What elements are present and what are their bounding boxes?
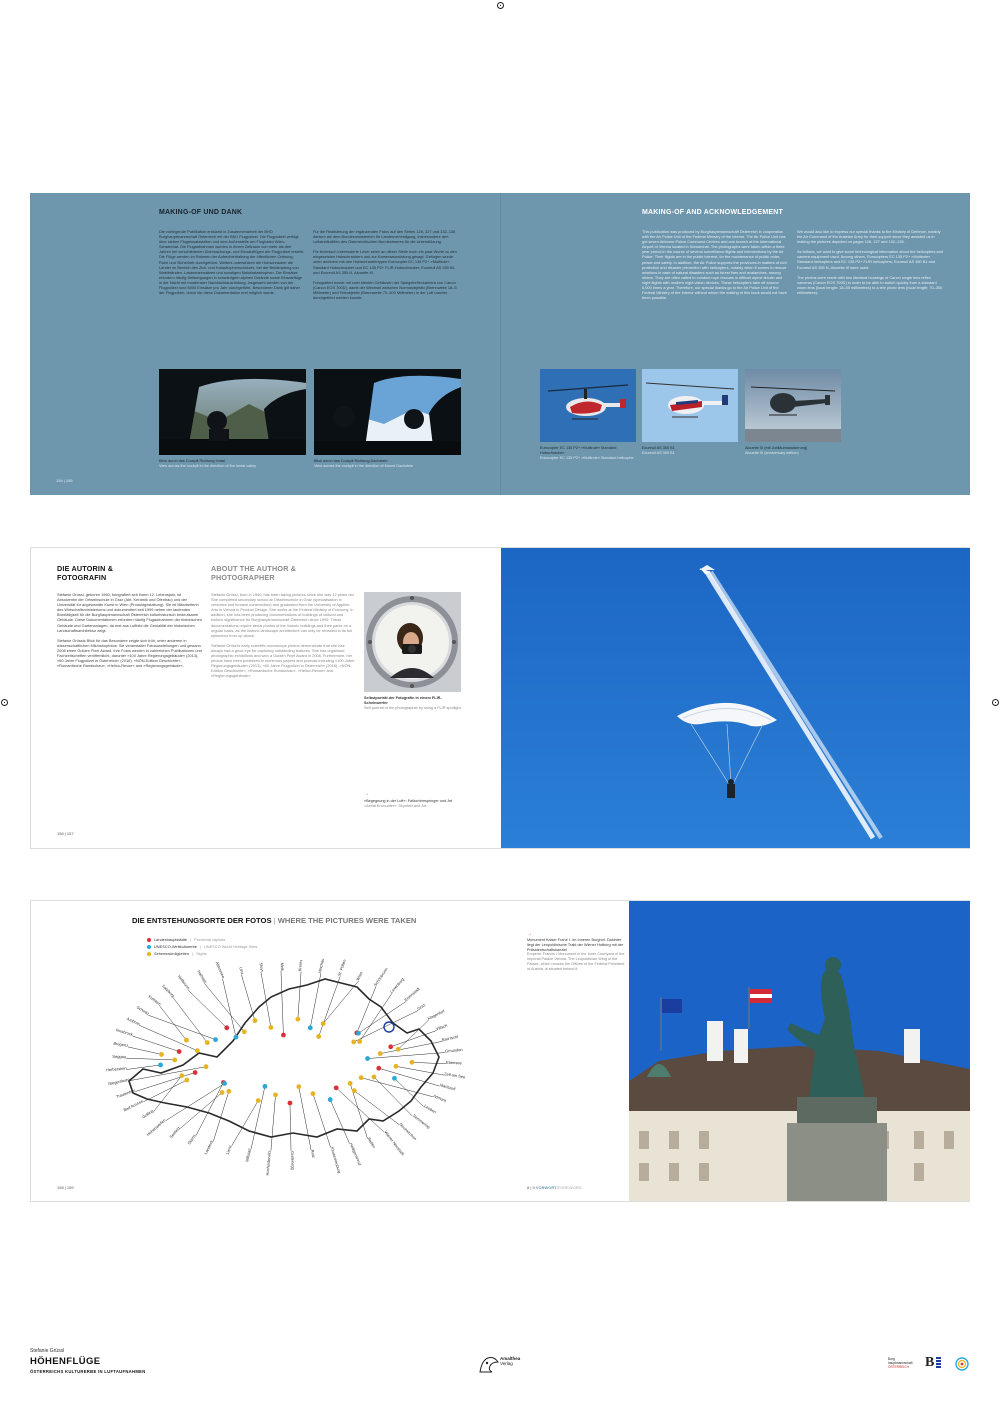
map-marker [357,1039,362,1044]
map-place-label: Steyr [258,962,265,973]
leader-line [128,1047,162,1055]
leader-line [126,1058,175,1060]
registration-mark-right [992,699,999,706]
yellow-dot-icon [147,952,151,956]
map-marker [224,1025,229,1030]
text-col-de-1: Die vorliegende Publikation entstand in Zusammenarbeit der BHÖ Burghauptmannschaft Österreich mit der BM.I Flugpolizei. Die Flugpolizei verfügt über sieben Flugeinsatzstellen und eine Außenstelle am Flughafen Wien-Schwechat. Die Flugaufnahmen wurden in einem Zeitraum von mehr als drei Jahren bei verschiedenen Überwachungs- und Einsatzflügen der Flugpolizei erstellt. Die Flüge werden im Rahmen der Aufrechterhaltung der öffentlichen Ordnung, Ruhe und Sicherheit durchgeführt. Weiters unterstützen die Hubschrauber die Länder im Bereich des Zivil- und Katastrophenschutzes, bei der Bekämpfung von Waldbränden, Lawineneinsätzen und sonstigen Naturkatastrophen. Die Einsätze erfordern häufig Seilbergungen in schwierigem alpinen Gelände sowie Einsatzflüge in der Nacht mit modernster Nachtsichtausrüstung. Insgesamt werden von der Flugpolizei rund 5000 Einsätze pro Jahr durchgeführt. Besonderer Dank gilt daher der Flugpolizei, durch die diese Dokumentation erst möglich wurde. [159,229,304,296]
map-place-label: Golling [141,1108,155,1120]
leader-line [205,984,245,1032]
map-place-label: Salzburg [160,983,176,999]
map-place-label: Riegersburg [107,1076,131,1087]
map-place-label: Eisenstadt [403,986,421,1003]
map-place-label: Schönbrunn [372,966,389,988]
map-place-label: Grafenegg [290,1150,296,1170]
map-marker [388,1044,393,1049]
caption-cockpit-inntal: Blick durch das Cockpit Richtung Inntal View across the cockpit in the direction of the Inntal valley [159,459,257,468]
map-place-label: Zell am See [443,1071,466,1080]
map-marker [372,1075,377,1080]
heading-author-en: ABOUT THE AUTHOR & PHOTOGRAPHER [211,564,297,582]
legend-sights: Sehenswürdigkeiten | Sights [147,951,207,956]
photo-self-portrait [364,592,461,692]
map-marker [213,1037,218,1042]
cyan-dot-icon [147,945,151,949]
leader-line [148,1015,215,1039]
map-place-label: Retz [310,1149,317,1159]
map-marker [328,1097,333,1102]
map-place-label: Hallstatt [196,969,208,985]
amalthea-logo-icon [478,1354,500,1374]
book-subtitle: ÖSTERREICHS KULTURERBE IN LUFTAUFNAHMEN [30,1369,146,1374]
page-number-right: 8 | 9 VORWORT|FOREWORD [527,1185,582,1190]
leader-line [160,1006,187,1040]
map-place-label: Leoben [423,1103,438,1115]
map-place-label: Wien [355,970,364,982]
map-place-label: Ambras [126,1016,141,1027]
map-place-label: Wachau [316,958,326,974]
map-marker [184,1078,189,1083]
map-place-label: Baden [366,1136,377,1149]
map-marker [308,1025,313,1030]
map-place-label: Landeck [202,1139,215,1156]
map-marker [179,1073,184,1078]
bhoe-logo-icon: B [925,1355,935,1370]
legend-unesco: UNESCO-Weltkulturerbe | UNESCO World Heritage Sites [147,944,257,949]
map-place-label: Admont [432,1093,448,1104]
map-marker [273,1092,278,1097]
legend-capitals: Landeshauptstädte | Provincial capitals [147,937,225,942]
text-col-de-2: Für die Realisierung der ergänzenden Fotos auf den Seiten 126, 127 und 132–135 danken wir dem Bundesministerium für Landesverteidigung, insbesondere den Luftstreitkräften des Österreichischen Bundesheeres für die Unterstützung. Für technisch Interessierte Leser seien an dieser Stelle noch ein paar Worte zu den eingesetzten Hubschraubern und zur Kameraausrüstung gesagt. Geflogen wurde unter anderem mit den Hubschraubertypen Eurocopter EC 135 P2+ »Multirole« Standard Hubschrauber und EC 135 P2+ FLIR-Hubschrauber, Ecureuil AS 350 B1 und Ecureuil AS 355 N, Alouette III. Fotografiert wurde mit zwei identen Gehäusen der Spiegelreflexkamera von Canon (Canon EOS 700D), damit der Wechsel zwischen Normalobjektiv (Brennweite 18–5 Millimeter) und Teleobjektiv (Brennweite 70–300 Millimeter) in der Luft rascher durchgeführt werden konnte. [313,229,457,301]
heading-making-of-de: MAKING-OF UND DANK [159,209,243,216]
heading-author-de: DIE AUTORIN & FOTOGRAFIN [57,564,114,582]
map-place-label: Schwaz [135,1004,151,1017]
map-marker [321,1021,326,1026]
map-marker [234,1035,239,1040]
text-col-en-2: We would also like to express our special thanks to the Ministry of Defence, notably the Air Command of the Austrian Army for their support since they assisted us in making the pictures depicted on pages 126, 127 and 132–135. As follows, we want to give some technological information about the helicopters and camera equipment used. Among others, Eurocopters EC 135 P2+ »Multirole« Standard helicopters and EC 135 P2+ FLIR helicopters, Ecureuil AS 350 B1 and Ecureuil AS 355 N, Alouette III were used. The photos were made with two identical housings of Canon single lens reflex cameras (Canon EOS 700D) in order to be able to switch quickly from a standard zoom lens (focal length: 18–55 millimetres) to a tele photo lens (focal length: 70–300 millimetres). [797,229,943,295]
map-marker [410,1060,415,1065]
map-marker [256,1098,261,1103]
map-marker [351,1039,356,1044]
leader-line [173,997,207,1042]
spread-author [30,547,970,849]
photo-monument-franz [629,901,970,1201]
photo-as350 [642,369,738,442]
map-place-label: Hohenwerfen [145,1117,167,1138]
map-marker [359,1075,364,1080]
spread-map [30,900,970,1202]
map-place-label: Seggau [112,1053,127,1060]
caption-ec135: Eurocopter EC 135 P2+ »Multirole« Standard Hubschrauber Eurocopter EC 135 P2+ »Multirole« Standard helicopter [540,446,634,460]
map-marker [356,1031,361,1036]
photo-alouette [745,369,841,442]
map-marker [268,1025,273,1030]
map-marker [159,1052,164,1057]
map-place-label: Millstatt [244,1147,253,1163]
caption-parachute: »Begegnung in der Luft«: Fallschirmspringer und Jet »Aerial Encounter«: Skydiver and Jet [364,799,453,808]
map-place-label: Villach [435,1022,448,1032]
map-place-label: Bad Aussee [122,1098,144,1113]
text-author-de: Stefanie Grüssl, geboren 1960, fotografiert seit ihrem 12. Lebensjahr, ist Absolventin der Ortweinschule in Graz (Abt. Keramik und Ofenbau) und der Universität für angewandte Kunst in Wien (Produktgestaltung). Sie ist Mitarbeiterin des Wirtschaftsministeriums und dokumentiert seit 1999 neben der laufenden Bürotätigkeit für die Burghauptmannschaft Österreich kulturhistorisch bedeutsame Gebäude. Diese Dokumentationen erfordern häufig Flugaufnahmen der historischen Gebäude und Gartenanlagen, da erst aus Luftbild die Genialität der historischen Landschaftsarchitektur zeigt. Stefanie Grüssls Blick für das Besondere zeigte sich früh, unter anderem in wissenschaftlichen Mikroskopfotos. Sie veranstaltet Fotoausstellungen und gewann 2008 einen Golden Pixel Award. Ihre Fotos werden in zahlreichen Publikationen und Fachzeitschriften veröffentlicht, darunter »100 Jahre Regierungsgebäude« (2013), »60 Jahre Flugpolizei in Österreich« (2016), »NÖN-Edition Geschichte«, »Romantische Randschau«, »Helico-Revue« and »Regierungsgebäude«. [57,592,202,669]
photo-parachute-jet [501,548,970,848]
map-marker [184,1038,189,1043]
map-place-label: Lienz [224,1144,233,1156]
leader-line [139,1025,197,1050]
map-place-label: Laxenburg [388,976,406,995]
map-marker [378,1051,383,1056]
map-place-label: Wiener Neustadt [383,1129,406,1157]
map-marker [193,1070,198,1075]
map-marker [205,1040,210,1045]
book-title: HÖHENFLÜGE [30,1356,101,1367]
map-place-label: Neunkirchen [398,1121,418,1142]
caption-monument: Monument Kaiser Franz' I. im Inneren Burghof. Dahinter liegt der Leopoldinische Trakt der Wiener Hofburg mit der Präsidentschaftskanzlei Emperor Francis I Monument in the Inner Courtyard of the Imperial Palace Vienna. The Leopoldinian Wing of the Palace, which houses the Offices of the Federal President of Austria, is situated behind it. [527,938,625,971]
map-place-label: Innsbruck [115,1027,134,1037]
caption-cockpit-dachstein: Blick durch das Cockpit Richtung Dachstein View across the cockpit in the direction of Mount Dachstein [314,459,414,468]
austria-map [105,958,466,1176]
map-marker [365,1056,370,1061]
map-marker [288,1101,293,1106]
map-place-label: Melk [279,962,285,972]
map-place-label: Trautenfels [115,1087,136,1100]
map-marker [158,1063,163,1068]
map-marker [253,1018,258,1023]
map-marker [242,1029,247,1034]
map-marker [348,1081,353,1086]
map-marker [263,1084,268,1089]
map-place-label: Linz [238,966,246,975]
map-marker [195,1048,200,1053]
map-marker [376,1066,381,1071]
map-place-label: Bad Ischl [441,1033,459,1043]
caption-as350: Ecureuil AS 350 B1 Ecureuil AS 350 B1 [642,446,675,455]
map-place-label: Seefeld [168,1125,181,1140]
map-marker [226,1089,231,1094]
author-name: Stefanie Grüssl [30,1348,65,1354]
map-place-label: St. Pölten [336,958,348,977]
photo-ec135 [540,369,636,442]
map-place-label: Gmunden [444,1046,463,1054]
registration-mark-left [1,699,8,706]
photo-cockpit-inntal [159,369,306,455]
red-dot-icon [147,938,151,942]
leader-line [132,1036,179,1052]
map-marker [281,1033,286,1038]
heading-making-of-en: MAKING-OF AND ACKNOWLEDGEMENT [642,209,783,216]
map-marker [296,1084,301,1089]
map-marker [295,1017,300,1022]
map-place-label: Kufstein [147,993,163,1007]
map-place-label: Hochosterwitz [264,1150,272,1176]
caption-alouette: Alouette III (mit Jubiläumslackierung) Alouette III (anniversary edition) [745,446,808,455]
map-place-label: Ebensee [445,1059,462,1066]
map-marker [334,1085,339,1090]
map-place-label: Stams [186,1133,197,1146]
text-col-en-1: This publication was produced by Burghauptmannschaft Österreich in cooperation with the Air Police Unit of the Federal Ministry of the Interior. The Air Police Unit has got seven Airborne Police Command Centres and one branch at the International Airport of Vienna located in Schwechat. The photographs were taken within a three year period in the course of several surveillance flights and interventions by the Air Police. Their flights are in the public interest, for the maintenance of public order, peace and safety. In addition, the Air Police supports the provinces in matters of civil protection and disaster prevention with helicopters, notably when it comes to rescue missions in case of natural disasters such as forest fires and avalanches, among others. They are often called to conduct rope rescues in difficult alpine terrain and night flights with modern night vision devices. These helicopters take off around 5,000 times a year. Therefore, our special thanks go to the Air Police Unit of the Federal Ministry of the Interior without whom the making of this book would not have been possible. [642,229,787,301]
page-number: 156 | 157 [57,831,74,836]
map-title: DIE ENTSTEHUNGSORTE DER FOTOS | WHERE THE PICTURES WERE TAKEN [132,916,417,925]
map-place-label: Krems [297,959,304,972]
map-marker [392,1076,397,1081]
page-number-left: 158 | 159 [57,1185,74,1190]
map-place-label: Altaussee [214,960,227,979]
photo-cockpit-dachstein [314,369,461,455]
text-author-en: Stefanie Grüssl, born in 1960, has been taking pictures since she was 12 years old. She completed secondary school at Ortweinschule in Graz (specialisation in ceramics and furnace construction) and graduated from the University of Applied Arts in Vienna in Product Design. She works at the Federal Ministry of Economy. In addition, she has been producing documentations of buildings of cultural and historic significance for Burghauptmannschaft Österreich since 1999. These documentations require aerial photos of the historic buildings and their parks on a regular basis, as the historic landscape architecture can only be revealed in its full splendour from up above. Stefanie Grüssl's early scientific microscope photos demonstrate that she has always had a good eye for capturing outstanding features. She has organised photographic exhibitions and won a Golden Pixel Award in 2008. Furthermore, her photos have been published in numerous papers and journals including »100 Jahre Regierungsgebäude« (2013), »60 Jahre Flugpolizei in Österreich« (2016), »NÖN-Edition Geschichte«, »Romantische Rundschau«, »Helico-Revue« and »Regierungsgebäude«. [211,592,355,679]
page-number: 154 | 155 [56,478,73,483]
map-marker [172,1058,177,1063]
map-marker [311,1091,316,1096]
map-marker [220,1090,225,1095]
map-marker [394,1064,399,1069]
map-place-label: Heiligenkreuz [348,1142,363,1167]
arrow-icon: → [527,931,532,937]
map-place-label: Klosterneuburg [329,1146,343,1174]
map-marker [204,1064,209,1069]
flugpolizei-logo-icon [955,1357,969,1371]
map-place-label: Bregenz [113,1040,129,1048]
stripes-logo-icon [936,1357,941,1369]
registration-mark-top [497,2,504,9]
map-marker [352,1088,357,1093]
caption-self-portrait: Selbstporträt der Fotografin in einem FLIR-Scheinwerfer Self-portrait of the photographer by using a FLIR spotlight [364,696,461,710]
arrow-icon: → [364,791,369,797]
map-place-label: Klagenfurt [426,1008,446,1022]
leader-line [241,975,255,1021]
map-marker [396,1047,401,1052]
bhoe-logo-text: Burg hauptmannschaft ÖSTERREICH [888,1357,913,1369]
publisher-name: Amalthea Verlag [500,1356,521,1367]
map-place-label: Herberstein [105,1065,127,1073]
spread-making-of [30,193,970,495]
map-place-label: Hellbrunn [176,973,192,991]
map-marker [222,1081,227,1086]
leader-line [188,990,227,1028]
map-place-label: Graz [416,1002,427,1012]
map-marker [177,1049,182,1054]
map-marker [316,1034,321,1039]
map-place-label: Semmering [411,1113,432,1130]
map-place-label: Mariazell [439,1082,457,1092]
